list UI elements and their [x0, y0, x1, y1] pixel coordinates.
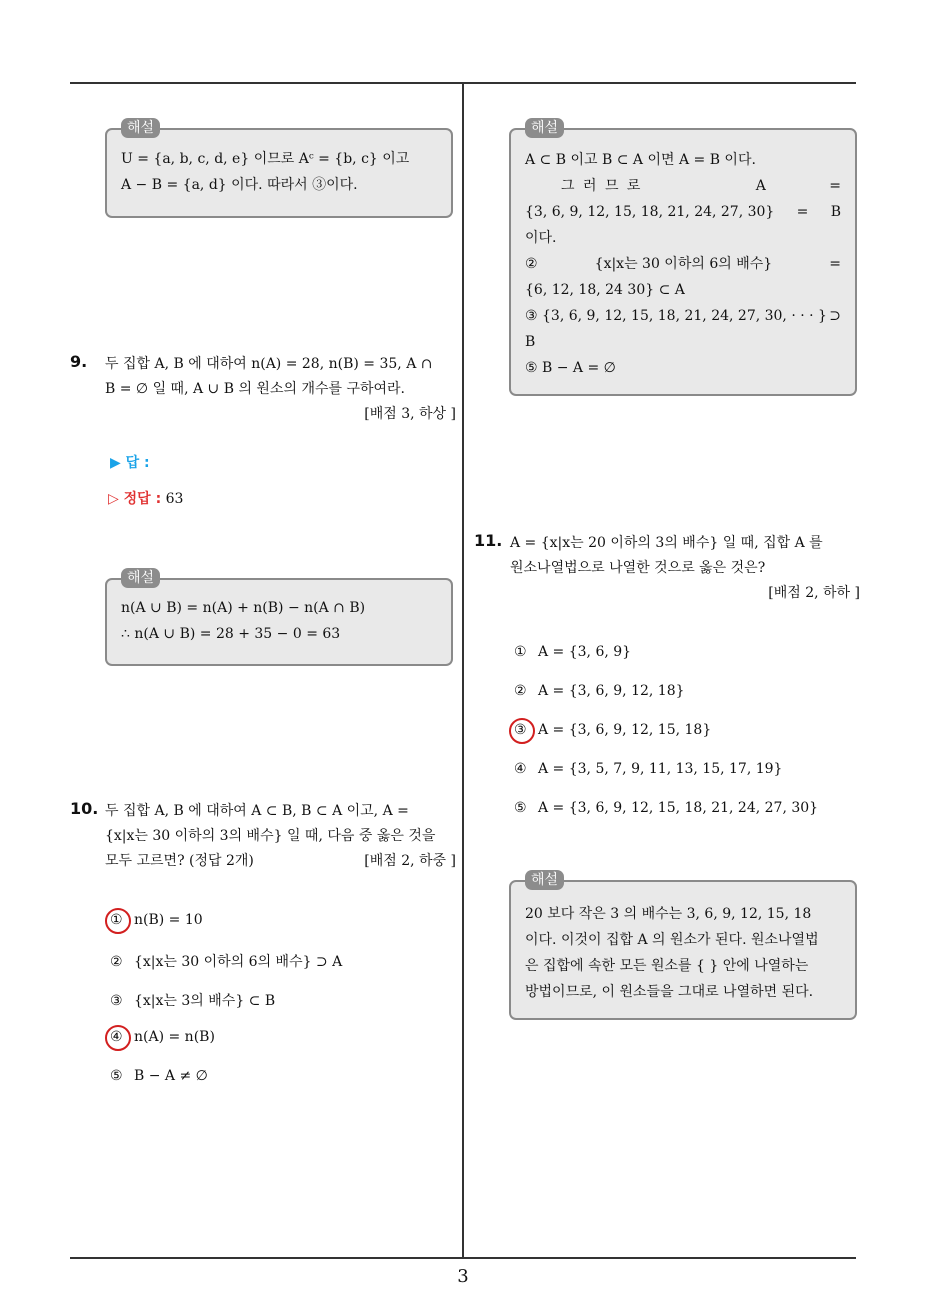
option-text: A = {3, 6, 9, 12, 15, 18}	[538, 722, 712, 738]
option-number: ④	[110, 1029, 123, 1045]
q10-solution-line6: {6, 12, 18, 24 30} ⊂ A	[525, 282, 685, 298]
q10-solution-line5	[525, 251, 841, 277]
option-text: {x|x는 30 이하의 6의 배수} ⊃ A	[134, 954, 343, 970]
solution-fragment: A	[755, 178, 766, 194]
option-number: ②	[110, 954, 123, 970]
solution-fragment: 그 러 므 로	[561, 178, 643, 194]
solution-fragment: ③ {3, 6, 9, 12, 15, 18, 21, 24, 27, 30, · · · }	[525, 308, 827, 324]
q11-solution-line4: 방법이므로, 이 원소들을 그대로 나열하면 된다.	[525, 984, 814, 1000]
option-number: ③	[110, 993, 123, 1009]
q8-solution-line2: A − B = {a, d} 이다. 따라서 ③이다.	[121, 177, 358, 193]
option-text: A = {3, 6, 9, 12, 15, 18, 21, 24, 27, 30}	[538, 800, 819, 816]
q10-solution-line8: B	[525, 334, 536, 350]
option-text: A = {3, 6, 9}	[538, 644, 632, 660]
selected-mark	[105, 1025, 131, 1051]
question-number: 10.	[70, 799, 99, 818]
solution-fragment: {3, 6, 9, 12, 15, 18, 21, 24, 27, 30}	[525, 204, 775, 220]
bottom-rule	[70, 1257, 856, 1259]
option-text: B − A ≠ ∅	[134, 1068, 208, 1084]
option-text: {x|x는 3의 배수} ⊂ B	[134, 993, 276, 1009]
q10-solution-line2	[525, 173, 841, 199]
option-text: A = {3, 6, 9, 12, 18}	[538, 683, 685, 699]
option-number: ①	[514, 644, 527, 660]
correct-label: ▷ 정답 :	[108, 491, 162, 507]
q11-option-3[interactable]	[514, 722, 711, 738]
q11-solution-line2: 이다. 이것이 집합 A 의 원소가 된다. 원소나열법	[525, 932, 819, 948]
q10-option-2[interactable]	[110, 951, 342, 971]
q10-solution-line1: A ⊂ B 이고 B ⊂ A 이면 A = B 이다.	[525, 152, 756, 168]
q11-solution-line1: 20 보다 작은 3 의 배수는 3, 6, 9, 12, 15, 18	[525, 906, 812, 922]
option-number: ①	[110, 912, 123, 928]
solution-tag: 해설	[525, 118, 564, 138]
q10-solution-box	[509, 120, 857, 396]
solution-tag: 해설	[121, 118, 160, 138]
question-11	[474, 531, 860, 606]
option-number: ④	[514, 761, 527, 777]
solution-fragment: B	[830, 204, 841, 220]
question-number: 11.	[474, 531, 503, 550]
q11-solution-box	[509, 872, 857, 1020]
question-line: 두 집합 A, B 에 대하여 n(A) = 28, n(B) = 35, A ∩	[105, 356, 433, 372]
q11-option-5[interactable]	[514, 800, 818, 816]
q10-option-4[interactable]	[110, 1029, 215, 1045]
selected-mark	[509, 718, 535, 744]
question-line: A = {x|x는 20 이하의 3의 배수} 일 때, 집합 A 를	[510, 535, 823, 551]
solution-fragment: ②	[525, 256, 538, 272]
correct-value: 63	[165, 491, 184, 507]
q9-solution-line1: n(A ∪ B) = n(A) + n(B) − n(A ∩ B)	[121, 600, 366, 616]
question-line	[105, 849, 456, 874]
solution-tag: 해설	[525, 870, 564, 890]
option-text: n(B) = 10	[134, 912, 203, 928]
q8-solution-box	[105, 120, 453, 218]
option-text: n(A) = n(B)	[134, 1029, 215, 1045]
q10-option-5[interactable]	[110, 1068, 208, 1084]
question-meta: [배점 3, 하상 ]	[364, 406, 456, 422]
q11-option-2[interactable]	[514, 683, 685, 699]
question-9	[70, 352, 456, 427]
q10-solution-line4: 이다.	[525, 230, 557, 246]
question-meta: [배점 2, 하하 ]	[768, 585, 860, 601]
q11-solution-line3: 은 집합에 속한 모든 원소를 { } 안에 나열하는	[525, 958, 809, 974]
option-number: ⑤	[110, 1068, 123, 1084]
question-line-text: 모두 고르면? (정답 2개)	[105, 853, 254, 869]
solution-fragment: =	[829, 256, 841, 272]
question-line: 두 집합 A, B 에 대하여 A ⊂ B, B ⊂ A 이고, A =	[105, 803, 409, 819]
solution-fragment: =	[829, 178, 841, 194]
q10-solution-line3	[525, 199, 841, 225]
q9-solution-box	[105, 570, 453, 666]
question-10	[70, 799, 456, 874]
solution-fragment: ⊃	[829, 308, 841, 324]
selected-mark	[105, 908, 131, 934]
q10-option-3[interactable]	[110, 990, 275, 1010]
page-number: 3	[457, 1266, 469, 1287]
answer-label: ▶ 답 :	[110, 455, 150, 471]
column-divider	[462, 84, 464, 1258]
option-number: ③	[514, 722, 527, 738]
q9-solution-line2: ∴ n(A ∪ B) = 28 + 35 − 0 = 63	[121, 626, 341, 642]
question-text	[105, 352, 456, 427]
option-number: ⑤	[514, 800, 527, 816]
question-line: B = ∅ 일 때, A ∪ B 의 원소의 개수를 구하여라.	[105, 381, 406, 397]
q10-option-1[interactable]	[110, 912, 203, 928]
solution-fragment: {x|x는 30 이하의 6의 배수}	[594, 256, 773, 272]
question-number: 9.	[70, 352, 88, 371]
q10-solution-line7	[525, 303, 841, 329]
solution-fragment: =	[796, 204, 809, 220]
question-text	[105, 799, 456, 874]
option-number: ②	[514, 683, 527, 699]
q10-solution-line9: ⑤ B − A = ∅	[525, 360, 616, 376]
question-line: 원소나열법으로 나열한 것으로 옳은 것은?	[510, 560, 766, 576]
option-text: A = {3, 5, 7, 9, 11, 13, 15, 17, 19}	[538, 761, 783, 777]
question-text	[510, 531, 860, 606]
solution-tag: 해설	[121, 568, 160, 588]
question-line: {x|x는 30 이하의 3의 배수} 일 때, 다음 중 옳은 것을	[105, 828, 436, 844]
q11-option-4[interactable]	[514, 761, 782, 777]
q8-solution-line1: U = {a, b, c, d, e} 이므로 Aᶜ = {b, c} 이고	[121, 151, 410, 167]
question-meta: [배점 2, 하중 ]	[364, 853, 456, 869]
q11-option-1[interactable]	[514, 644, 631, 660]
correct-answer	[108, 488, 183, 508]
